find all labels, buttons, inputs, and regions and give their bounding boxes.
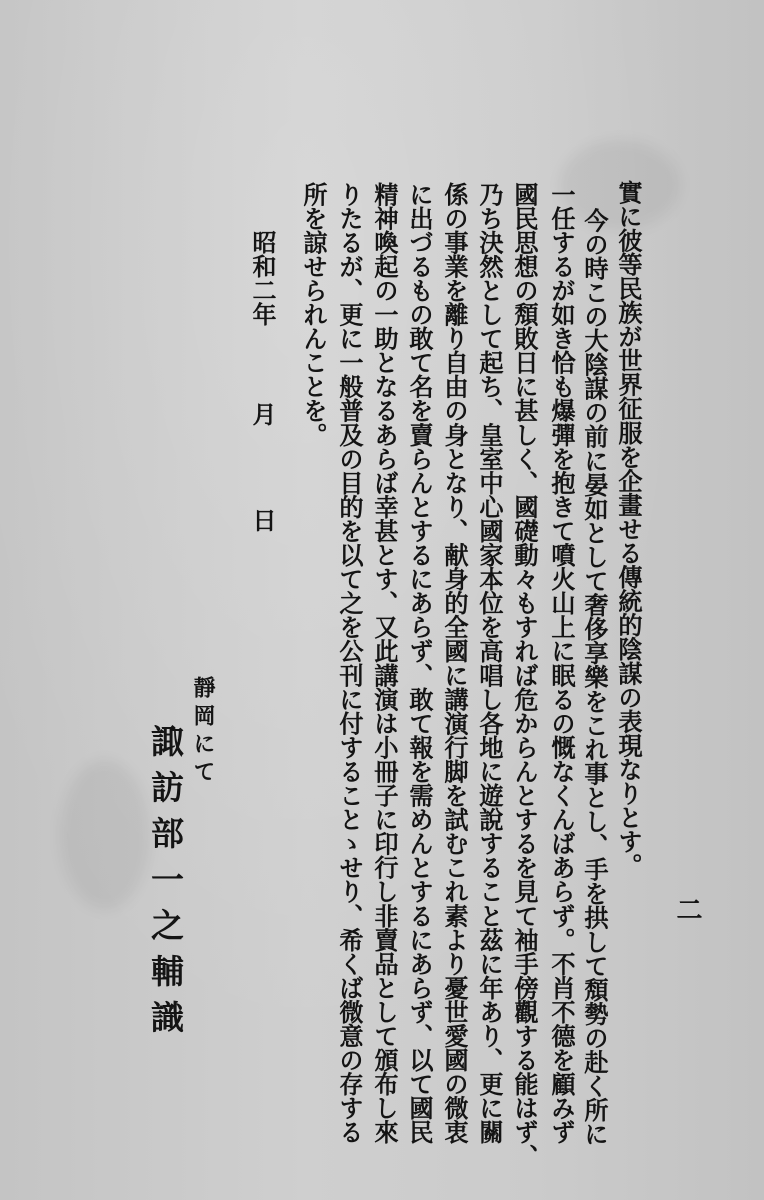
- date-day: 日: [248, 508, 277, 532]
- body-line: 今の時この大陰謀の前に晏如として奢侈享樂をこれ事とし、手を拱して頽勢の赴く所に: [580, 208, 609, 1146]
- body-line: 實に彼等民族が世界征服を企畫せる傳統的陰謀の表現なりとす。: [614, 180, 643, 878]
- body-line: 一任するが如き恰も爆彈を抱きて噴火山上に眠るの慨なくんばあらず。不肖不德を顧みず: [547, 182, 576, 1144]
- body-line: 精神喚起の一助となるあらば幸甚とす、又此講演は小冊子に印行し非賣品として頒布し來: [370, 182, 399, 1145]
- date-month: 月: [248, 402, 277, 426]
- author-signature: 諏訪部一之輔識: [146, 724, 185, 1046]
- body-line: りたるが、更に一般普及の目的を以て之を公刊に付することゝせり、希くば微意の存する: [335, 182, 364, 1144]
- body-line: に出づるもの敢て名を賣らんとするにあらず、敢て報を需めんとするにあらず、以て國民: [405, 182, 434, 1144]
- page-number: 二: [672, 896, 702, 922]
- paper-stain: [60, 760, 150, 910]
- body-line: 國民思想の頽敗日に甚しく、國礎動々もすれば危からんとするを見て袖手傍觀する能はず、: [510, 182, 539, 1169]
- date-era-year: 昭和二年: [248, 230, 277, 326]
- body-line: 乃ち決然として起ち、皇室中心國家本位を高唱し各地に遊說すること茲に年あり、更に關: [475, 182, 504, 1145]
- body-line: 所を諒せられんことを。: [299, 182, 328, 447]
- place-of-writing: 靜岡にて: [190, 676, 216, 788]
- body-line: 係の事業を離り自由の身となり、献身的全國に講演行脚を試むこれ素より憂世愛國の微衷: [440, 182, 469, 1144]
